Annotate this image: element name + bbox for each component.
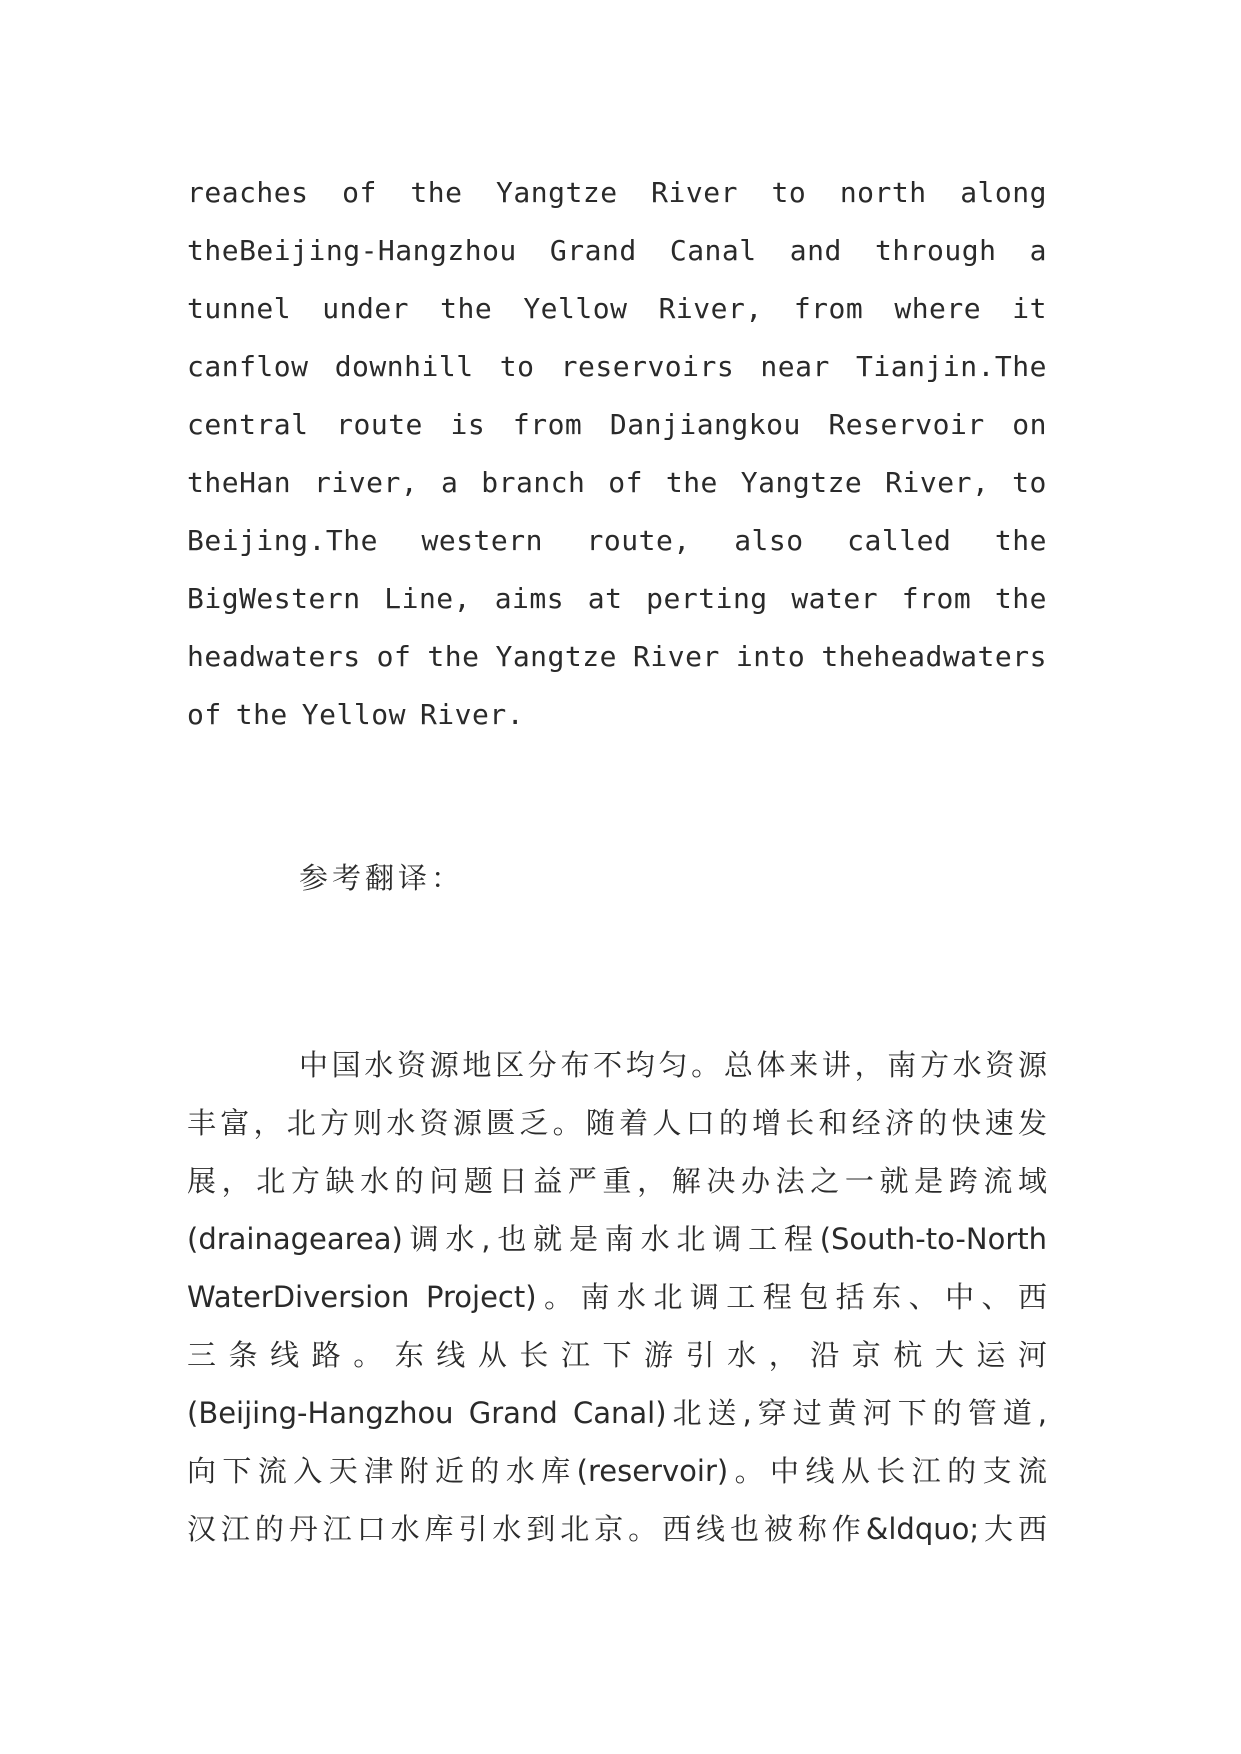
word: where: [894, 292, 982, 325]
word: Reservoir: [828, 408, 985, 441]
word: Yangtze: [495, 640, 617, 673]
english-line: [187, 686, 1047, 744]
word: River,: [658, 292, 763, 325]
word: Yellow: [523, 292, 628, 325]
word: to: [1012, 466, 1047, 499]
word: at: [587, 582, 623, 615]
word: a: [441, 466, 459, 499]
chinese-line: 丰富，北方则水资源匮乏。随着人口的增长和经济的快速发: [187, 1106, 1047, 1140]
word: from: [901, 582, 972, 615]
chinese-line: 三条线路。东线从长江下游引水，沿京杭大运河: [187, 1338, 1047, 1372]
word: route: [336, 408, 423, 441]
word: Canal: [669, 234, 757, 267]
word: to: [771, 176, 807, 209]
word: River.: [419, 698, 525, 731]
word: Tianjin.The: [856, 350, 1047, 383]
chinese-line: (drainagearea)调水,也就是南水北调工程(South-to-North: [187, 1222, 1047, 1256]
word: Beijing.The: [187, 524, 378, 557]
word: also: [734, 524, 804, 557]
chinese-paragraph: [187, 1036, 1047, 1558]
word: perting: [646, 582, 768, 615]
english-line: [187, 280, 1047, 338]
word: central: [187, 408, 309, 441]
word: on: [1012, 408, 1047, 441]
word: and: [789, 234, 842, 267]
word: it: [1012, 292, 1047, 325]
word: water: [791, 582, 879, 615]
word: called: [847, 524, 952, 557]
word: aims: [494, 582, 565, 615]
word: of: [376, 640, 412, 673]
word: tunnel: [187, 292, 292, 325]
word: the: [665, 466, 718, 499]
word: Danjiangkou: [609, 408, 801, 441]
word: the: [994, 582, 1047, 615]
word: into: [735, 640, 806, 673]
word: western: [421, 524, 543, 557]
word: theHan: [187, 466, 292, 499]
word: Yellow: [301, 698, 406, 731]
english-paragraph: [187, 164, 1047, 744]
english-line: [187, 570, 1047, 628]
chinese-line: WaterDiversion Project)。南水北调工程包括东、中、西: [187, 1280, 1047, 1314]
word: of: [608, 466, 643, 499]
english-line: [187, 164, 1047, 222]
word: of: [342, 176, 377, 209]
english-line: [187, 628, 1047, 686]
english-line: [187, 512, 1047, 570]
word: north: [839, 176, 927, 209]
word: Grand: [549, 234, 637, 267]
word: River: [633, 640, 720, 673]
chinese-line: 中国水资源地区分布不均匀。总体来讲，南方水资源: [299, 1048, 1047, 1082]
chinese-line: 向下流入天津附近的水库(reservoir)。中线从长江的支流: [187, 1454, 1047, 1488]
english-line: [187, 396, 1047, 454]
english-line: [187, 454, 1047, 512]
word: is: [450, 408, 486, 441]
word: branch: [481, 466, 586, 499]
word: River,: [885, 466, 990, 499]
word: near: [760, 350, 830, 383]
word: from: [512, 408, 583, 441]
word: Line,: [384, 582, 472, 615]
word: route,: [586, 524, 691, 557]
word: River: [651, 176, 738, 209]
word: theheadwaters: [821, 640, 1047, 673]
chinese-line: 汉江的丹江口水库引水到北京。西线也被称作&ldquo;大西: [187, 1512, 1047, 1546]
word: the: [994, 524, 1047, 557]
word: Yangtze: [496, 176, 618, 209]
word: along: [960, 176, 1047, 209]
word: reservoirs: [560, 350, 735, 383]
word: a: [1029, 234, 1047, 267]
word: headwaters: [187, 640, 361, 673]
english-line: [187, 222, 1047, 280]
word: river,: [314, 466, 419, 499]
translation-heading: 参考翻译：: [299, 861, 465, 895]
word: the: [410, 176, 463, 209]
word: theBeijing-Hangzhou: [187, 234, 517, 267]
word: canflow: [187, 350, 309, 383]
word: the: [440, 292, 493, 325]
word: downhill: [334, 350, 474, 383]
word: from: [793, 292, 864, 325]
word: reaches: [187, 176, 309, 209]
word: BigWestern: [187, 582, 361, 615]
word: Yangtze: [740, 466, 863, 499]
word: through: [874, 234, 997, 267]
english-line: [187, 338, 1047, 396]
chinese-line: 展，北方缺水的问题日益严重，解决办法之一就是跨流域: [187, 1164, 1047, 1198]
word: of: [187, 698, 222, 731]
word: under: [322, 292, 410, 325]
chinese-line: (Beijing-Hangzhou Grand Canal)北送,穿过黄河下的管道,: [187, 1396, 1047, 1430]
word: the: [235, 698, 288, 731]
word: the: [427, 640, 480, 673]
word: to: [499, 350, 535, 383]
